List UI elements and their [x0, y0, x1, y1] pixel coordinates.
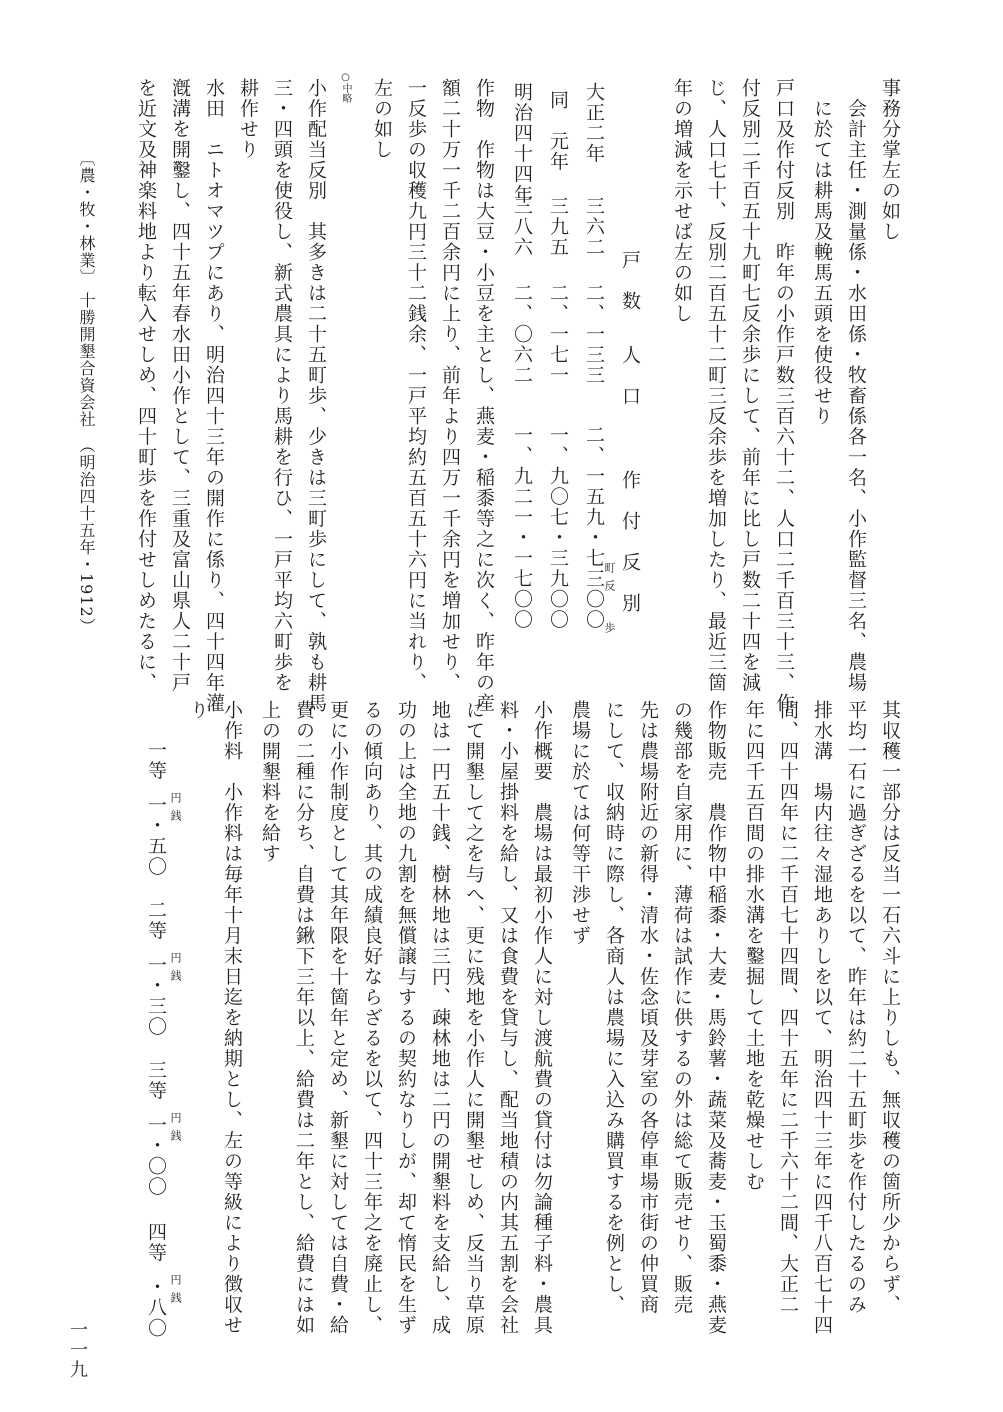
text-line: 小作料 小作料は毎年十月末日迄を納期とし、左の等級により徴収せ	[221, 700, 243, 1336]
grade-label: 二等	[145, 900, 167, 941]
text-line: 一反歩の収穫九円三十二銭余、一戸平均約五百五十六円に当れり、	[405, 78, 427, 693]
text-line: 小作概要 農場は最初小作人に対し渡航費の貸付は勿論種子料・農具	[531, 700, 553, 1336]
text-line: り	[187, 700, 209, 721]
text-line: 先は農場附近の新得・清水・佐念頃及芽室の各停車場市街の仲買商	[637, 700, 659, 1315]
text-line: 功の上は全地の九割を無償譲与するの契約なりしが、却て惰民を生ず	[395, 700, 417, 1336]
text-line: 小作配当反別 其多きは二十五町歩、少きは三町歩にして、孰も耕馬	[305, 78, 327, 714]
table-year: 明治四十四年	[511, 82, 533, 205]
text-line: 漑溝を開鑿し、四十五年春水田小作として、三重及富山県人二十戸	[169, 78, 191, 693]
unit-sen: 銭	[169, 1130, 182, 1141]
text-line: 作物 作物は大豆・小豆を主とし、燕麦・稲黍等之に次く、昨年の産	[473, 78, 495, 714]
text-line: 戸口及作付反別 昨年の小作戸数三百六十二、人口二千百三十三、作	[773, 78, 795, 714]
table-area: 一、九二一・一七〇〇	[511, 425, 533, 630]
text-line: 料・小屋掛料を給し、又は食費を貸与し、配当地積の内其五割を会社	[497, 700, 519, 1336]
text-line: にして、収納時に際し、各商人は農場に入込み購買するを例とし、	[603, 700, 625, 1315]
text-line: 排水溝 場内往々湿地ありしを以て、明治四十三年に四千八百七十四	[811, 700, 833, 1336]
footer-category: 〔農・牧・林業〕	[77, 150, 96, 286]
footer-source: 十勝開墾合資会社 （明治四十五年・1912）	[77, 292, 96, 635]
text-line: 上の開墾料を給す	[259, 700, 281, 864]
unit-tan: 反	[603, 580, 616, 591]
text-line: 年の増減を示せば左の如し	[671, 78, 693, 324]
unit-sen: 銭	[169, 970, 182, 981]
text-line: じ、人口七十、反別二百五十二町三反余歩を増加したり、最近三箇	[705, 78, 727, 693]
omission-mark: ○中略	[340, 72, 351, 103]
unit-yen: 円	[169, 1112, 182, 1123]
table-header-area: 作 付 反 別	[619, 470, 641, 614]
text-line: 作物販売 農作物中稲黍・大麦・馬鈴薯・蔬菜及蕎麦・玉蜀黍・燕麦	[705, 700, 727, 1336]
grade-value: 一・〇〇	[145, 1115, 167, 1197]
grade-value: 一・三〇	[145, 955, 167, 1037]
unit-yen: 円	[169, 952, 182, 963]
table-population: 二、一三三	[583, 283, 605, 386]
text-line: るの傾向あり、其の成績良好ならざるを以て、四十三年之を廃止し、	[361, 700, 383, 1336]
text-line: に於ては耕馬及輓馬五頭を使役せり	[811, 78, 833, 427]
text-line: にて開墾して之を与へ、更に残地を小作人に開墾せしめ、反当り草原	[463, 700, 485, 1336]
unit-yen: 円	[169, 1274, 182, 1285]
unit-sen: 銭	[169, 1292, 182, 1303]
table-year: 大正二年	[583, 82, 605, 164]
text-line: 費の二種に分ち、自費は鍬下三年以上、給費は二年とし、給費には如	[293, 700, 315, 1336]
text-line: 更に小作制度として其年限を十箇年と定め、新墾に対しては自費・給	[327, 700, 349, 1336]
table-area: 一、九〇七・三九〇〇	[547, 425, 569, 630]
table-header-population: 人 口	[619, 345, 641, 407]
text-line: 額二十万一千二百余円に上り、前年より四万一千余円を増加せり、	[439, 78, 461, 693]
table-area: 二、一五九・七三〇〇	[583, 425, 605, 630]
unit-sen: 銭	[169, 810, 182, 821]
unit-cho: 町	[603, 562, 616, 573]
text-line: 水田 ニトオマツプにあり、明治四十三年の開作に係り、四十四年灌	[203, 78, 225, 714]
unit-yen: 円	[169, 792, 182, 803]
text-line: 農場に於ては何等干渉せず	[569, 700, 591, 946]
unit-bu: 歩	[603, 622, 616, 633]
text-line: 会計主任・測量係・水田係・牧畜係各一名、小作監督三名、農場	[845, 78, 867, 693]
text-line: 年に四千五百間の排水溝を鑿掘して土地を乾燥せしむ	[743, 700, 765, 1192]
grade-value: ・八〇	[145, 1277, 167, 1339]
text-line: 其収穫一部分は反当一石六斗に上りしも、無収穫の箇所少からず、	[879, 700, 901, 1315]
grade-label: 四等	[145, 1222, 167, 1263]
grade-label: 一等	[145, 740, 167, 781]
text-line: の幾部を自家用に、薄荷は試作に供するの外は総て販売せり、販売	[671, 700, 693, 1315]
table-households: 三九五	[547, 196, 569, 258]
grade-value: 一・五〇	[145, 795, 167, 877]
table-year: 同 元年	[547, 90, 569, 172]
text-line: 耕作せり	[237, 78, 259, 160]
text-line: 平均一石に過ぎざるを以て、昨年は約二十五町歩を作付したるのみ	[845, 700, 867, 1315]
table-population: 二、〇六二	[511, 283, 533, 386]
text-line: 間、四十四年に二千百七十四間、四十五年に二千六十二間、大正二	[777, 700, 799, 1315]
table-header-households: 戸 数	[619, 250, 641, 312]
text-line: 事務分掌左の如し	[879, 78, 901, 242]
text-line: 三・四頭を使役し、新式農具により馬耕を行ひ、一戸平均六町歩を	[271, 78, 293, 693]
page-number: 一一九	[67, 1320, 88, 1380]
grade-label: 三等	[145, 1060, 167, 1101]
table-population: 二、一七一	[547, 283, 569, 386]
text-line: 地は一円五十銭、樹林地は三円、疎林地は二円の開墾料を支給し、成	[429, 700, 451, 1336]
table-households: 三六二	[583, 196, 605, 258]
table-households: 三八六	[511, 196, 533, 258]
text-line: 左の如し	[371, 78, 393, 160]
text-line: 付反別二千百五十九町七反余歩にして、前年に比し戸数二十四を減	[739, 78, 761, 693]
text-line: を近文及神楽料地より転入せしめ、四十町歩を作付せしめたるに、	[135, 78, 157, 693]
